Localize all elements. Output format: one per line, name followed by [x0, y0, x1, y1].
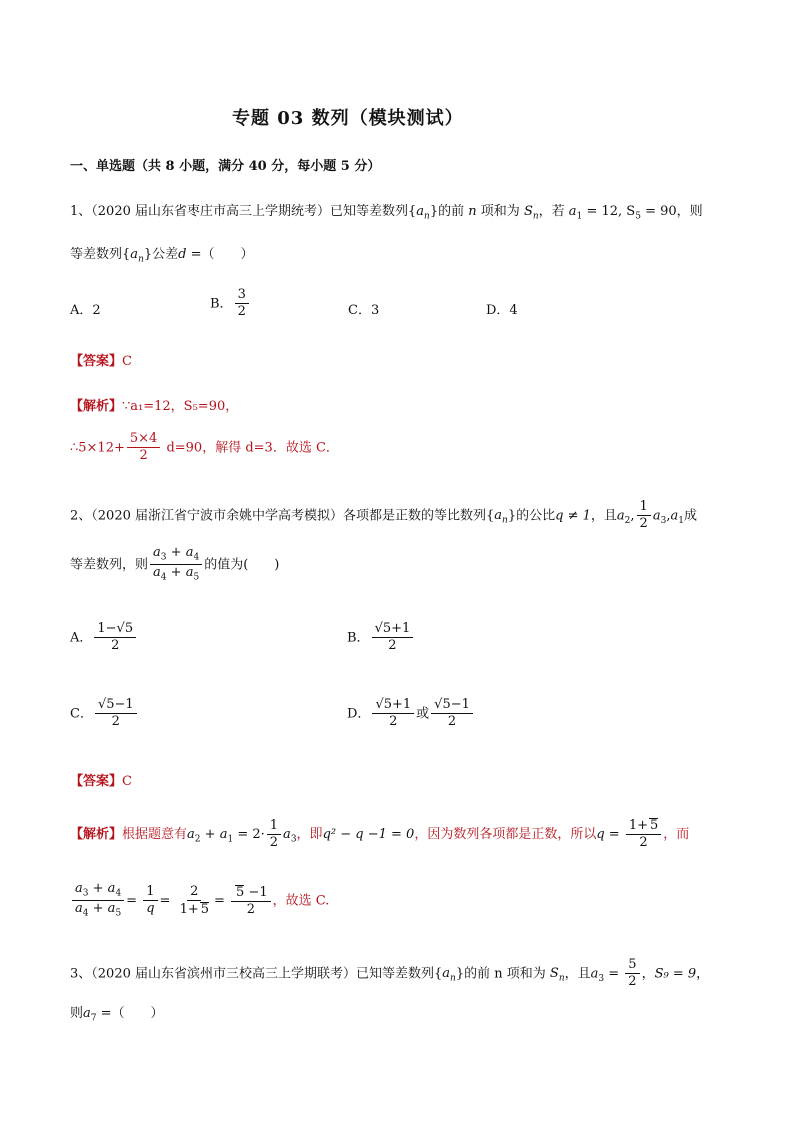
q1-analysis-line1: 【解析】∵a₁=12，S₅=90，	[70, 399, 239, 414]
q1-answer: 【答案】C	[70, 354, 132, 369]
q2-analysis-line1: 【解析】根据题意有$a_2 + a_1 = 2\cdot$ $\frac{1}{2}$ $a_3$，即q² − q −1 = 0，因为数列各项都是正数，所以q = $\frac{1+ 5}{2}$ ，而	[70, 817, 690, 851]
q1-option-d: D．4	[486, 303, 518, 318]
q1-line2: 等差数列$\{a_n\}$公差d =（ ）	[70, 247, 254, 265]
q3-line1: 3、（2020 届山东省滨州市三校高三上学期联考）已知等差数列$\{a_n\}$的前 n 项和为 $S_n$，且$a_3$ = $\frac{5}{2}$ ，S₉ = 9，	[70, 957, 710, 990]
q2-analysis-line2: $\frac{a_3 + a_4}{a_4 + a_5}$ = $\frac{1}{q}$ = $\frac{2}{1+ 5}$ = $\frac{5 -1}{2}$ ，故选 C.	[70, 882, 329, 920]
q2-line2: 等差数列，则 $\frac{a_3 + a_4}{a_4 + a_5}$ 的值为( )	[70, 545, 280, 584]
q1-analysis-line2: ∴5×12+ $\frac{5\times 4}{2}$ d=90，解得 d=3．故选 C．	[70, 431, 339, 464]
q1-line1: 1、（2020 届山东省枣庄市高三上学期统考）已知等差数列$\{a_n\}$的前 n 项和为 $S_n$，若 $a_1 = 12$, $S_5 = 90$，则	[70, 204, 703, 222]
q2-option-a: A． $\frac{1-√5}{2}$	[70, 622, 138, 654]
q3-line2: 则$a_7$ =（ ）	[70, 1006, 164, 1024]
q2-option-d: D． $\frac{√5+1}{2}$ 或 $\frac{√5-1}{2}$	[347, 698, 475, 730]
q2-answer: 【答案】C	[70, 774, 132, 789]
q1-option-c: C．3	[348, 303, 380, 318]
q2-line1: 2、（2020 届浙江省宁波市余姚中学高考模拟）各项都是正数的等比数列$\{a_n\}$的公比q ≠ 1，且$a_2$, $\frac{1}{2}$ $a_3,a_1$成	[70, 499, 697, 532]
page-title: 专题 03 数列（模块测试）	[232, 108, 464, 129]
section-heading: 一、单选题（共 8 小题，满分 40 分，每小题 5 分）	[70, 159, 381, 174]
q2-option-b: B． $\frac{√5+1}{2}$	[347, 622, 415, 654]
q1-option-a: A．2	[70, 303, 101, 318]
q1-option-b: B． $\frac{3}{2}$	[210, 288, 251, 320]
q2-option-c: C． $\frac{√5-1}{2}$	[70, 698, 139, 730]
